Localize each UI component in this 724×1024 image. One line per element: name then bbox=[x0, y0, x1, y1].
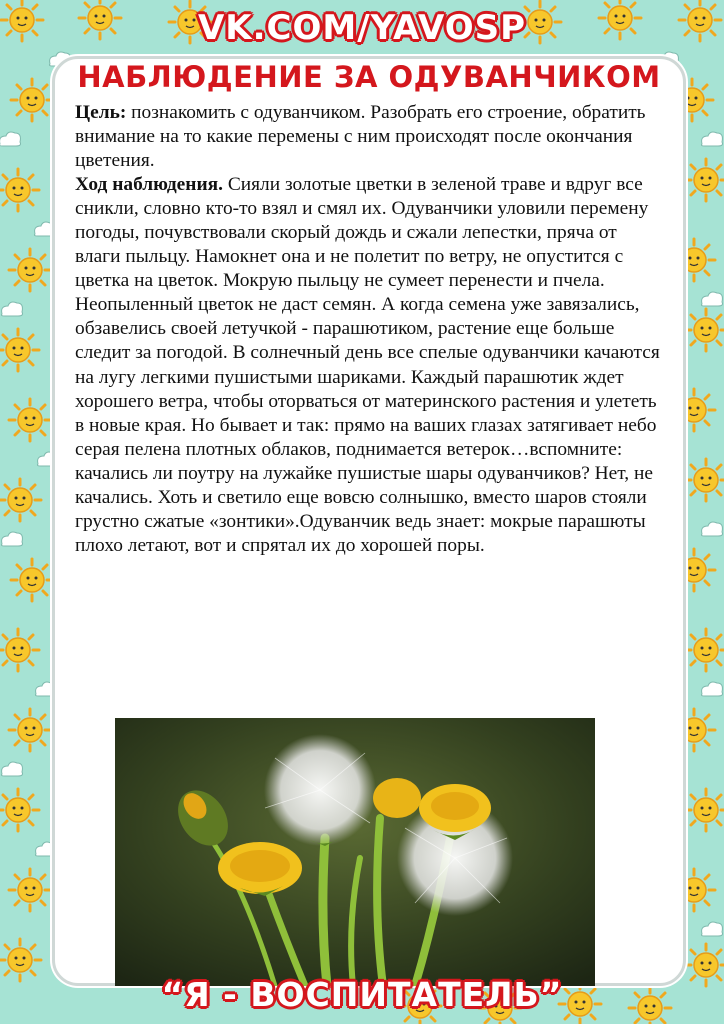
dandelion-photo-icon bbox=[115, 718, 595, 986]
site-url-header: VK.COM/YAVOSP bbox=[197, 8, 527, 48]
observation-text bbox=[75, 101, 665, 558]
footer-brand: “Я - ВОСПИТАТЕЛЬ” bbox=[161, 975, 563, 1014]
dandelion-photo bbox=[115, 718, 595, 986]
goal-label: Цель: bbox=[75, 102, 127, 123]
goal-text: познакомить с одуванчиком. Разобрать его строение, обратить внимание на то какие перемены с ним происходят после окончания цветения. bbox=[75, 102, 646, 172]
observation-body: Сияли золотые цветки в зеленой траве и вдруг все сникли, словно кто-то взял и смял их. Одуванчики уловили перемену погоды, почувствовали скорый дождь и сжали лепестки, пряча от влаги пыльцу. Намокнет она и не полетит по ветру, не опустится с цветка на цветок. Мокрую пыльцу не сумеет перенести и пчела. Неопыленный цветок не даст семян. А когда семена уже завязались, обзавелись своей летучкой - парашютиком, растение еще больше следит за погодой. В солнечный день все спелые одуванчики качаются на лугу легкими пушистыми шариками. Каждый парашютик ждет хорошего ветра, чтобы оторваться от материнского растения и улететь в новые края. Но бывает и так: прямо на ваших глазах затягивает небо серая пелена плотных облаков, поднимается ветерок…вспомните: качались ли поутру на лужайке пушистые шары одуванчиков? Нет, не качались. Хоть и светило еще вовсю солнышко, вместо шаров стояли грустно сжатые «зонтики».Одуванчик ведь знает: мокрые парашюты плохо летают, вот и спрятал их до хорошей поры. bbox=[75, 174, 660, 556]
page-title: НАБЛЮДЕНИЕ ЗА ОДУВАНЧИКОМ bbox=[77, 60, 661, 94]
observation-label: Ход наблюдения. bbox=[75, 174, 223, 196]
